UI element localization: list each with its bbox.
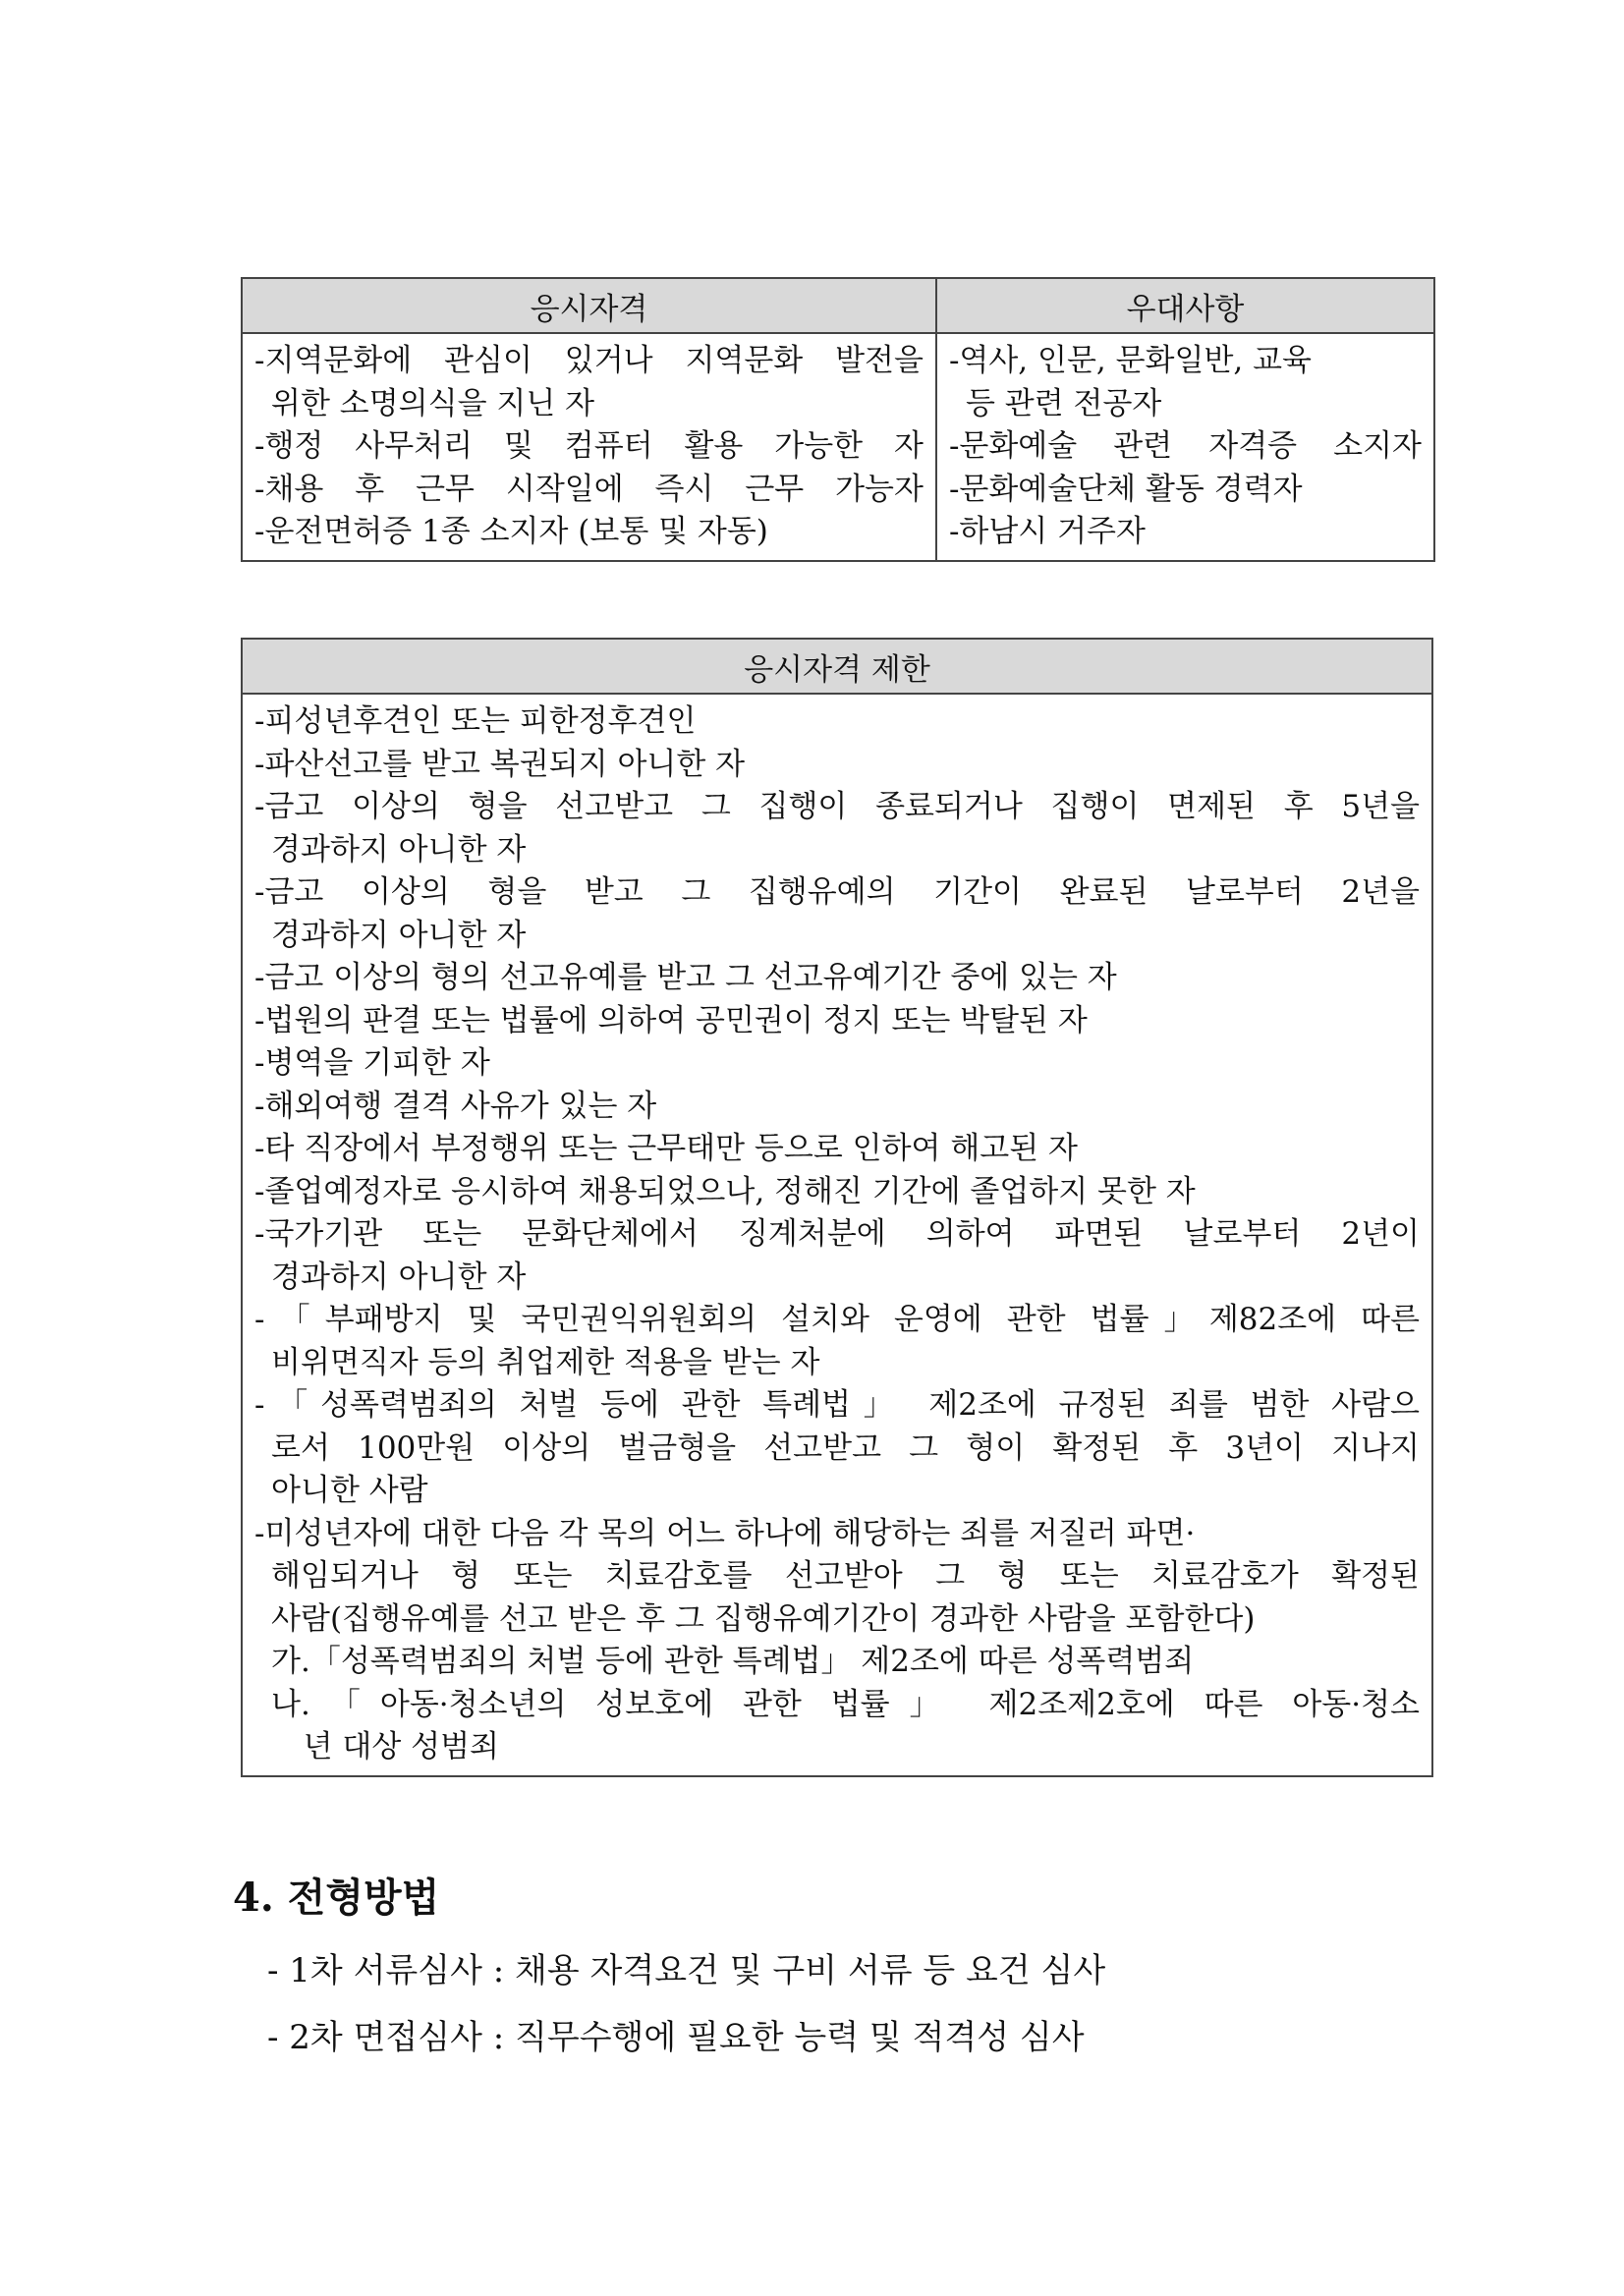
disqualification-line: -금고 이상의 형을 받고 그 집행유예의 기간이 완료된 날로부터 2년을 (254, 874, 1420, 910)
selection-step: - 2차 면접심사 : 직무수행에 필요한 능력 및 적격성 심사 (267, 2018, 1085, 2057)
qualifications-table (241, 277, 1435, 562)
qualification-line: -운전면허증 1종 소지자 (보통 및 자동) (254, 514, 768, 549)
disqualification-line: 가.「성폭력범죄의 처벌 등에 관한 특례법」 제2조에 따른 성폭력범죄 (271, 1644, 1195, 1679)
qualification-line: -채용 후 근무 시작일에 즉시 근무 가능자 (254, 471, 924, 507)
qualification-cell (242, 333, 936, 561)
disqualification-line: 비위면직자 등의 취업제한 적용을 받는 자 (271, 1344, 820, 1380)
disqualification-line: -금고 이상의 형을 선고받고 그 집행이 종료되거나 집행이 면제된 후 5년을 (254, 789, 1420, 824)
disqualification-line: -타 직장에서 부정행위 또는 근무태만 등으로 인하여 해고된 자 (254, 1131, 1078, 1166)
qualification-header: 응시자격 (242, 278, 936, 333)
disqualification-line: 로서 100만원 이상의 벌금형을 선고받고 그 형이 확정된 후 3년이 지나지 (271, 1429, 1420, 1466)
disqualification-line: -피성년후견인 또는 피한정후견인 (254, 703, 697, 739)
preference-line: -하남시 거주자 (948, 514, 1146, 549)
disqualification-line: 아니한 사람 (271, 1473, 428, 1508)
disqualification-line: -졸업예정자로 응시하여 채용되었으나, 정해진 기간에 졸업하지 못한 자 (254, 1173, 1196, 1209)
disqualification-line: -미성년자에 대한 다음 각 목의 어느 하나에 해당하는 죄를 저질러 파면· (254, 1515, 1196, 1551)
disqualification-line: -「성폭력범죄의 처벌 등에 관한 특례법」 제2조에 규정된 죄를 범한 사람으 (254, 1387, 1420, 1423)
qualification-line: 위한 소명의식을 지닌 자 (271, 385, 595, 421)
disqualification-line: -해외여행 결격 사유가 있는 자 (254, 1088, 657, 1124)
preference-line: 등 관련 전공자 (965, 385, 1162, 421)
selection-step: - 1차 서류심사 : 채용 자격요건 및 구비 서류 등 요건 심사 (267, 1951, 1106, 1990)
disqualification-line: 경과하지 아니한 자 (271, 831, 527, 868)
disqualification-header: 응시자격 제한 (242, 639, 1432, 694)
disqualification-line: 경과하지 아니한 자 (271, 1259, 527, 1295)
qualification-line: -행정 사무처리 및 컴퓨터 활용 가능한 자 (254, 428, 924, 464)
disqualification-line: -법원의 판결 또는 법률에 의하여 공민권이 정지 또는 박탈된 자 (254, 1002, 1088, 1038)
preference-header: 우대사항 (936, 278, 1434, 333)
disqualification-cell (242, 694, 1432, 1776)
qualification-line: -지역문화에 관심이 있거나 지역문화 발전을 (254, 343, 924, 378)
section-title: 4. 전형방법 (233, 1875, 440, 1921)
preference-line: -문화예술단체 활동 경력자 (948, 471, 1303, 507)
disqualification-line: -「부패방지 및 국민권익위원회의 설치와 운영에 관한 법률」제82조에 따른 (254, 1302, 1420, 1337)
preference-line: -역사, 인문, 문화일반, 교육 (948, 343, 1312, 378)
disqualification-line: -파산선고를 받고 복권되지 아니한 자 (254, 746, 746, 782)
preference-line: -문화예술 관련 자격증 소지자 (948, 428, 1422, 464)
disqualification-line: 경과하지 아니한 자 (271, 917, 527, 953)
disqualification-table (241, 638, 1433, 1777)
preference-cell (936, 333, 1434, 561)
disqualification-line: 년 대상 성범죄 (303, 1729, 499, 1764)
disqualification-line: 나.「아동·청소년의 성보호에 관한 법률」 제2조제2호에 따른 아동·청소 (271, 1686, 1420, 1722)
disqualification-line: -병역을 기피한 자 (254, 1045, 490, 1081)
disqualification-line: 사람(집행유예를 선고 받은 후 그 집행유예기간이 경과한 사람을 포함한다) (271, 1600, 1256, 1637)
disqualification-line: -금고 이상의 형의 선고유예를 받고 그 선고유예기간 중에 있는 자 (254, 960, 1117, 995)
disqualification-line: 해임되거나 형 또는 치료감호를 선고받아 그 형 또는 치료감호가 확정된 (271, 1558, 1420, 1594)
disqualification-line: -국가기관 또는 문화단체에서 징계처분에 의하여 파면된 날로부터 2년이 (254, 1216, 1420, 1252)
